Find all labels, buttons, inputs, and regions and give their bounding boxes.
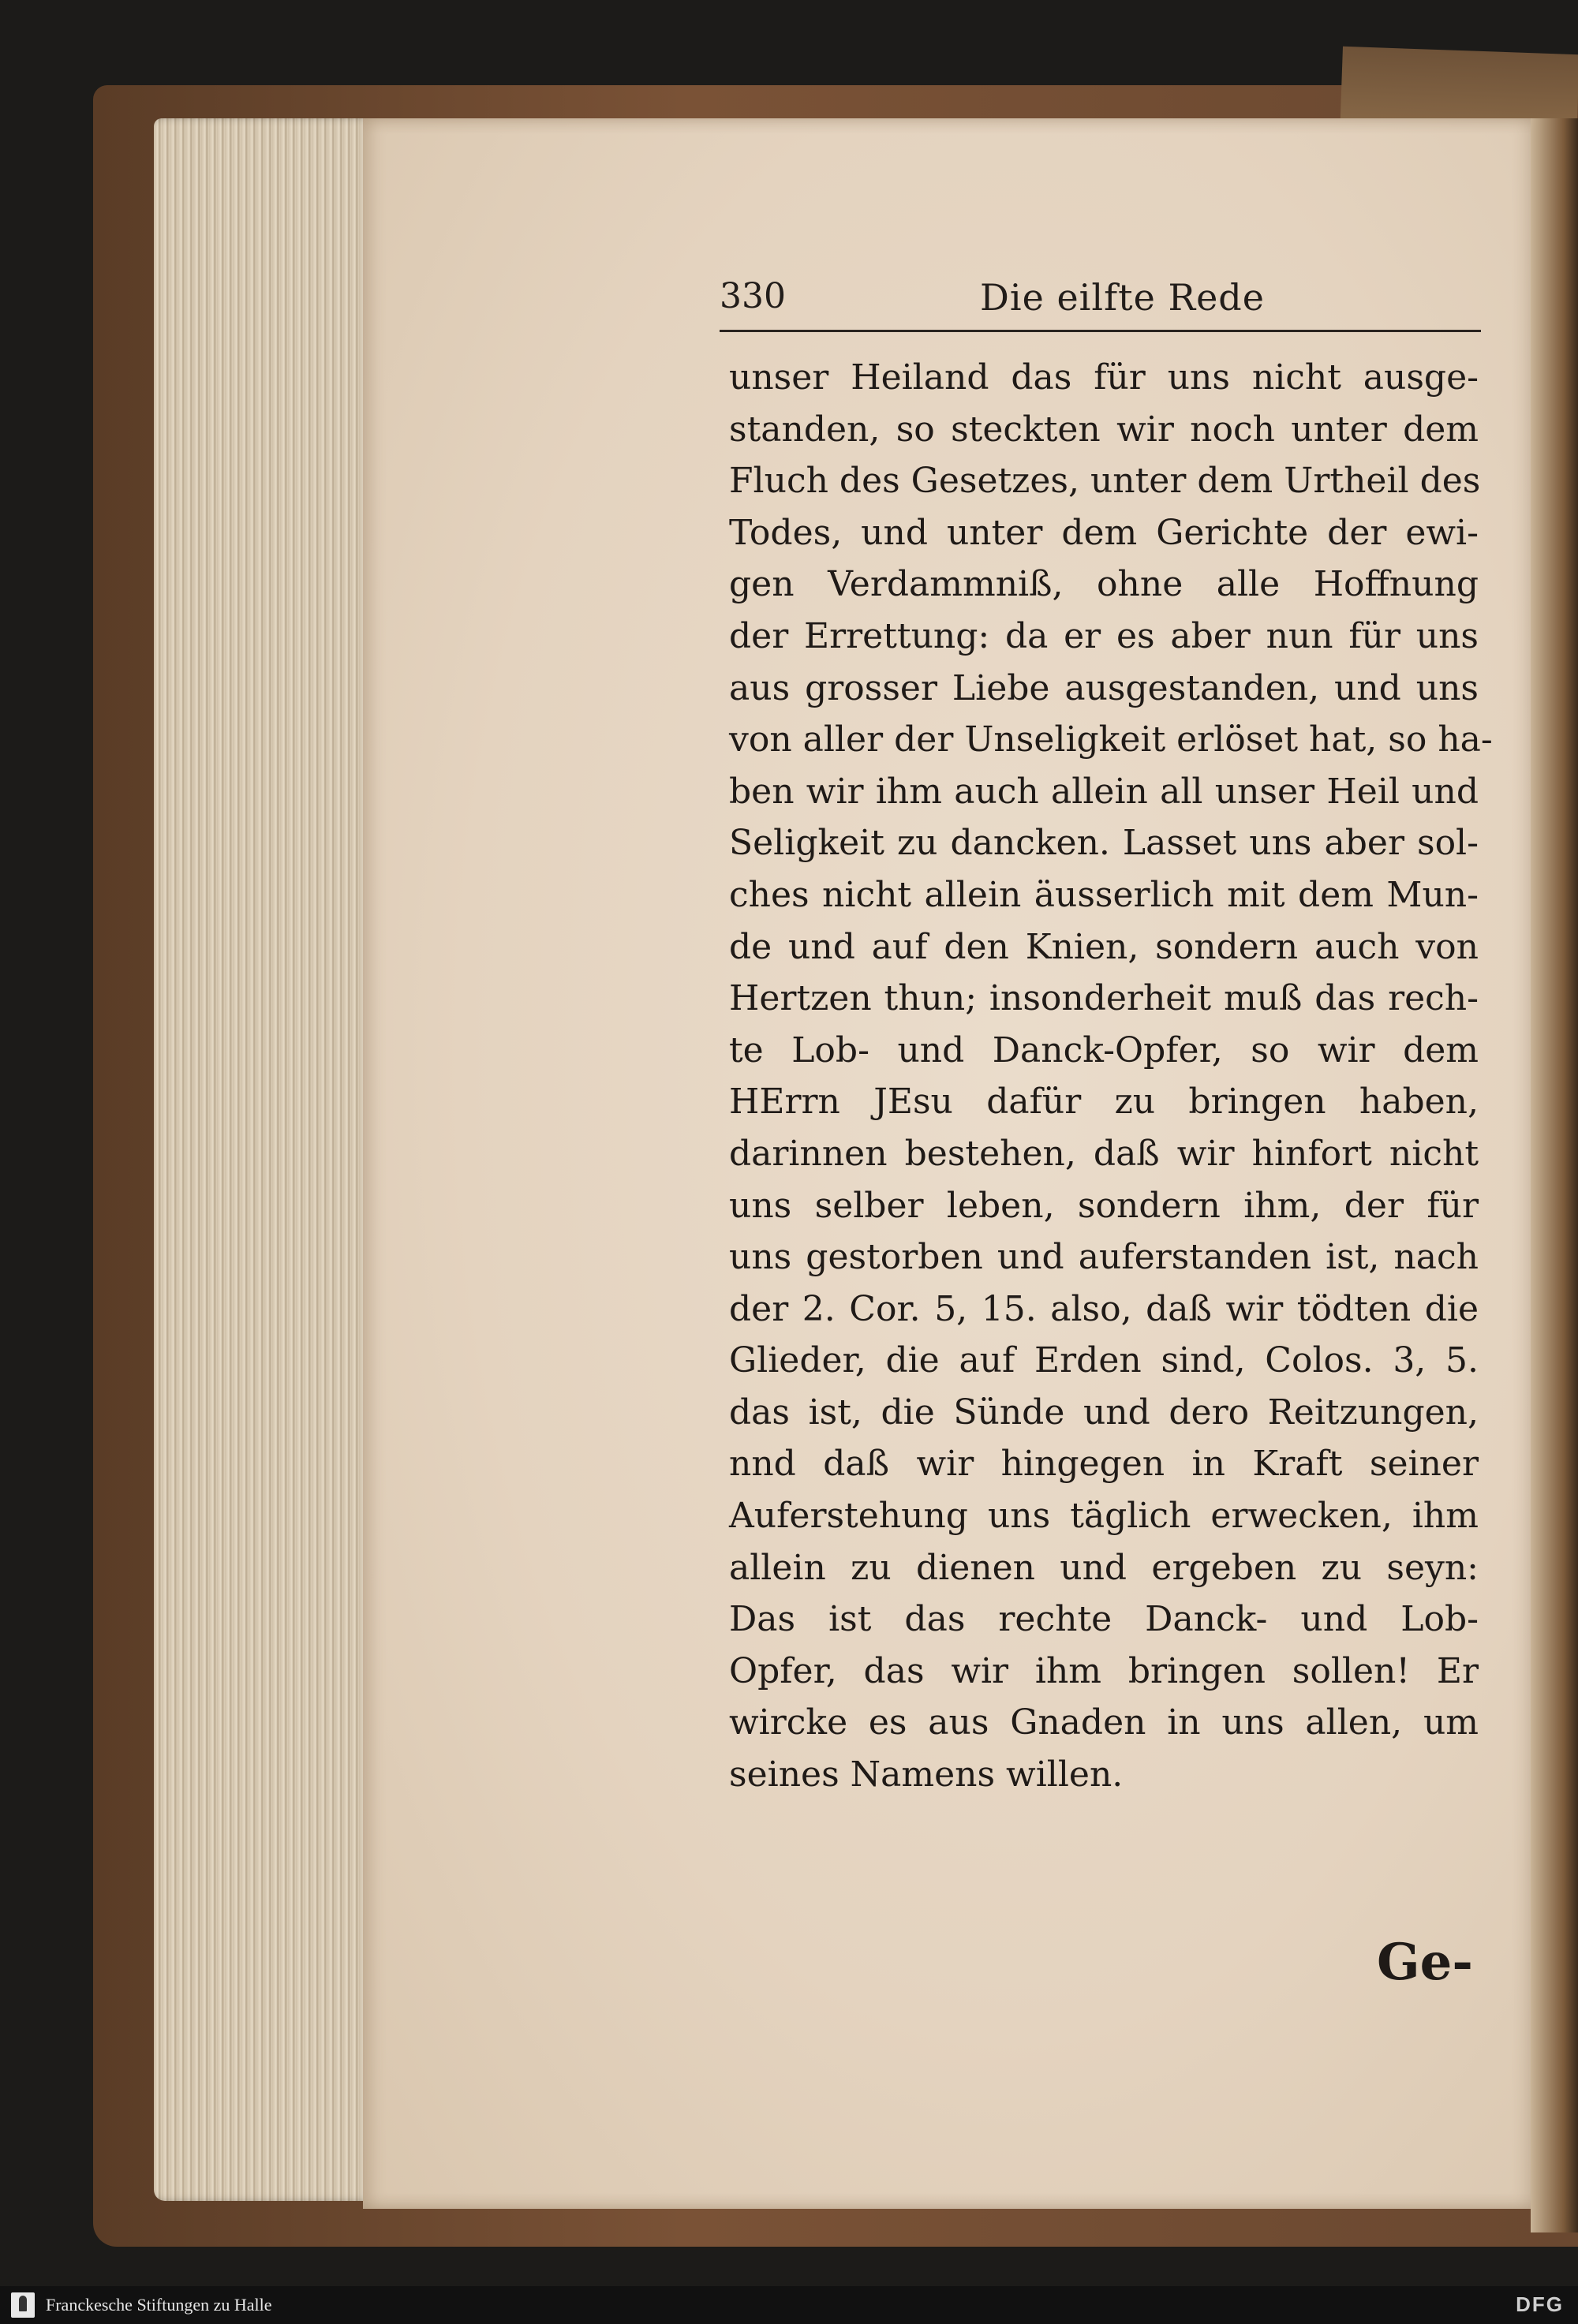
text-line: Todes, und unter dem Gerichte der ewi-: [729, 512, 1479, 553]
text-line: standen, so steckten wir noch unter dem: [729, 409, 1479, 450]
page-edges: [154, 118, 371, 2201]
text-line: HErrn JEsu dafür zu bringen haben,: [729, 1082, 1479, 1123]
text-line: Glieder, die auf Erden sind, Colos. 3, 5.: [729, 1340, 1479, 1381]
text-line: seines Namens willen.: [729, 1754, 1124, 1795]
text-line: Opfer, das wir ihm bringen sollen! Er: [729, 1650, 1479, 1691]
catchword: Ge-: [1377, 1933, 1473, 1992]
text-line: te Lob- und Danck-Opfer, so wir dem: [729, 1029, 1479, 1070]
text-line: unser Heiland das für uns nicht ausge-: [729, 357, 1479, 398]
text-line: Fluch des Gesetzes, unter dem Urtheil des: [729, 461, 1481, 502]
text-line: nnd daß wir hingegen in Kraft seiner: [729, 1444, 1479, 1485]
text-line: das ist, die Sünde und dero Reitzungen,: [729, 1392, 1479, 1433]
text-line: von aller der Unseligkeit erlöset hat, so ha-: [729, 719, 1493, 760]
text-line: de und auf den Knien, sondern auch von: [729, 926, 1479, 967]
text-line: darinnen bestehen, daß wir hinfort nicht: [729, 1133, 1479, 1174]
page-number: 330: [720, 276, 786, 316]
text-line: gen Verdammniß, ohne alle Hoffnung: [729, 564, 1479, 605]
text-line: allein zu dienen und ergeben zu seyn:: [729, 1547, 1479, 1588]
text-line: Hertzen thun; insonderheit muß das rech-: [729, 978, 1479, 1019]
dfg-logo: DFG: [1516, 2292, 1564, 2316]
text-line: Auferstehung uns täglich erwecken, ihm: [729, 1496, 1479, 1537]
running-title: Die eilfte Rede: [980, 276, 1265, 319]
page-gutter: [1531, 118, 1578, 2232]
text-line: Seligkeit zu dancken. Lasset uns aber sol-: [729, 823, 1479, 864]
body-text: [729, 352, 1493, 1801]
text-line: der Errettung: da er es aber nun für uns: [729, 615, 1479, 656]
text-line: der 2. Cor. 5, 15. also, daß wir tödten die: [729, 1288, 1479, 1329]
text-line: aus grosser Liebe ausgestanden, und uns: [729, 667, 1479, 708]
text-line: ben wir ihm auch allein all unser Heil und: [729, 771, 1479, 812]
text-line: ches nicht allein äusserlich mit dem Mun-: [729, 874, 1479, 915]
text-line: Das ist das rechte Danck- und Lob-: [729, 1599, 1479, 1640]
text-line: wircke es aus Gnaden in uns allen, um: [729, 1702, 1479, 1743]
text-line: uns gestorben und auferstanden ist, nach: [729, 1237, 1479, 1278]
viewer-footer: [0, 2286, 1578, 2324]
page-header: [720, 275, 1481, 332]
institution-logo-icon: [11, 2292, 35, 2318]
text-line: uns selber leben, sondern ihm, der für: [729, 1185, 1479, 1226]
institution-name: Franckesche Stiftungen zu Halle: [46, 2295, 272, 2315]
